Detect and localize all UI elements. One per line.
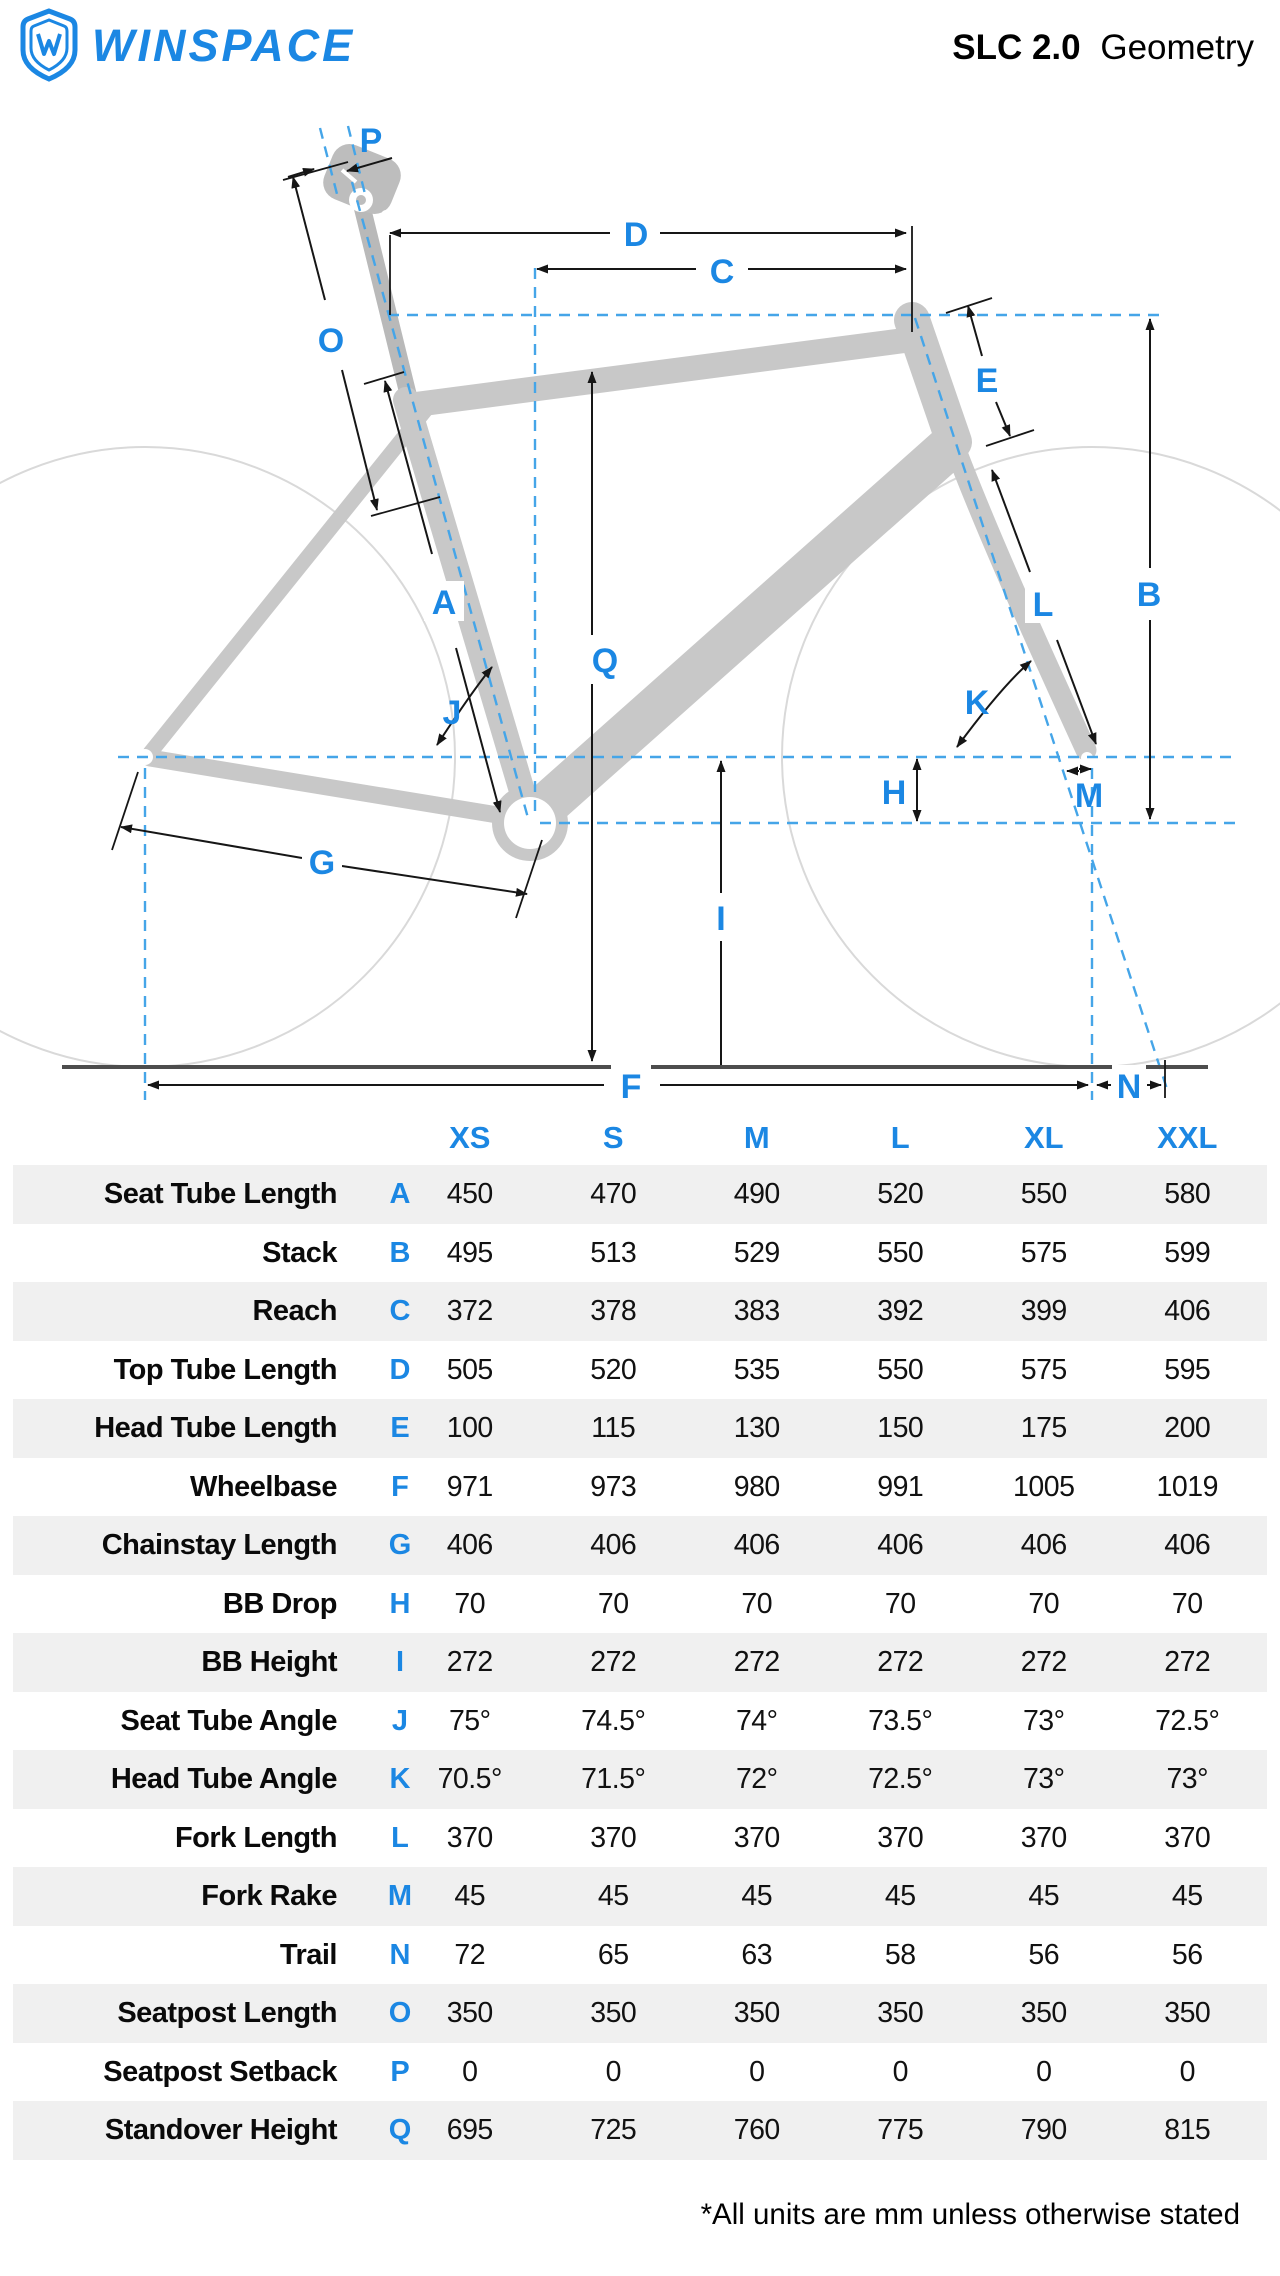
value-D-XL: 575 (1020, 1353, 1067, 1386)
row-label: Seatpost Length (117, 1997, 337, 2029)
value-D-S: 520 (590, 1353, 637, 1386)
value-O-XL: 350 (1020, 1997, 1067, 2029)
value-Q-M: 760 (733, 2114, 780, 2146)
value-C-XXL: 406 (1164, 1295, 1211, 1327)
row-letter: M (387, 1880, 413, 1912)
value-G-XS: 406 (446, 1529, 493, 1561)
value-A-XS: 450 (446, 1178, 493, 1210)
table-row-K (13, 1750, 1267, 1809)
size-col-M: M (743, 1120, 770, 1155)
frame-silhouette (137, 139, 1093, 861)
value-A-S: 470 (590, 1178, 637, 1210)
value-L-L: 370 (877, 1821, 924, 1854)
row-letter: N (389, 1938, 411, 1971)
row-label: Fork Rake (201, 1880, 337, 1912)
value-F-S: 973 (590, 1470, 637, 1503)
value-K-M: 72° (735, 1763, 778, 1795)
value-B-M: 529 (733, 1236, 780, 1269)
value-N-XS: 72 (454, 1938, 486, 1971)
value-L-M: 370 (733, 1821, 780, 1854)
down-tube (534, 450, 946, 816)
value-E-S: 115 (591, 1412, 636, 1444)
value-E-XL: 175 (1020, 1412, 1067, 1444)
value-G-L: 406 (877, 1529, 924, 1561)
value-H-XXL: 70 (1171, 1587, 1203, 1620)
row-letter: J (391, 1704, 409, 1737)
row-letter: L (391, 1821, 409, 1854)
label-O: O (317, 322, 345, 360)
row-label: Fork Length (174, 1821, 337, 1854)
table-row-M (13, 1867, 1267, 1926)
value-P-XXL: 0 (1179, 2055, 1195, 2088)
row-label: Top Tube Length (113, 1353, 337, 1386)
value-O-S: 350 (590, 1997, 637, 2029)
table-row-F (13, 1458, 1267, 1517)
brand-name: WINSPACE (92, 20, 356, 71)
value-D-M: 535 (733, 1353, 780, 1386)
label-N: N (1116, 1068, 1142, 1106)
value-Q-L: 775 (877, 2114, 924, 2146)
value-F-XL: 1005 (1013, 1470, 1075, 1503)
label-Q: Q (591, 642, 619, 680)
value-D-L: 550 (877, 1353, 924, 1386)
table-row-G (13, 1516, 1267, 1575)
value-J-L: 73.5° (868, 1704, 933, 1737)
row-letter: F (391, 1470, 409, 1503)
value-O-XS: 350 (446, 1997, 493, 2029)
size-header-row (13, 1108, 1267, 1165)
value-J-XL: 73° (1022, 1704, 1065, 1737)
value-A-XXL: 580 (1164, 1178, 1211, 1210)
value-E-M: 130 (733, 1412, 780, 1444)
value-C-S: 378 (590, 1295, 637, 1327)
row-label: BB Height (201, 1646, 337, 1678)
value-F-XS: 971 (446, 1470, 493, 1503)
value-M-L: 45 (884, 1880, 916, 1912)
value-I-S: 272 (590, 1646, 637, 1678)
seat-stay (150, 402, 432, 753)
value-L-XL: 370 (1020, 1821, 1067, 1854)
row-letter: H (389, 1587, 411, 1620)
row-letter: O (388, 1997, 412, 2029)
label-B: B (1136, 576, 1162, 614)
value-L-XS: 370 (446, 1821, 493, 1854)
value-G-M: 406 (733, 1529, 780, 1561)
value-N-S: 65 (597, 1938, 629, 1971)
label-M: M (1074, 777, 1104, 815)
row-label: Seatpost Setback (103, 2055, 337, 2088)
value-B-XXL: 599 (1164, 1236, 1211, 1269)
value-B-XS: 495 (446, 1236, 493, 1269)
value-P-XS: 0 (462, 2055, 478, 2088)
label-K: K (964, 684, 990, 722)
label-F: F (620, 1068, 642, 1106)
label-P: P (359, 122, 383, 160)
value-I-XL: 272 (1020, 1646, 1067, 1678)
row-label: Reach (252, 1295, 337, 1327)
size-col-L: L (890, 1120, 910, 1155)
row-label: Trail (279, 1938, 337, 1971)
value-H-L: 70 (884, 1587, 916, 1620)
value-M-XS: 45 (454, 1880, 486, 1912)
size-col-XXL: XXL (1157, 1120, 1218, 1155)
value-C-M: 383 (733, 1295, 780, 1327)
value-N-XL: 56 (1028, 1938, 1060, 1971)
value-H-XL: 70 (1028, 1587, 1060, 1620)
value-P-L: 0 (892, 2055, 908, 2088)
value-H-M: 70 (741, 1587, 773, 1620)
value-J-M: 74° (735, 1704, 778, 1737)
table-row-E (13, 1399, 1267, 1458)
size-col-XL: XL (1023, 1120, 1064, 1155)
value-C-L: 392 (877, 1295, 924, 1327)
value-N-L: 58 (884, 1938, 916, 1971)
row-letter: C (389, 1295, 411, 1327)
value-G-XL: 406 (1020, 1529, 1067, 1561)
label-A: A (431, 584, 457, 622)
row-label: Wheelbase (190, 1470, 337, 1503)
row-label: Stack (262, 1236, 337, 1269)
row-label: Head Tube Angle (110, 1763, 337, 1795)
value-I-M: 272 (733, 1646, 780, 1678)
size-col-S: S (602, 1120, 624, 1155)
table-row-C (13, 1282, 1267, 1341)
geometry-table (0, 1108, 1280, 2160)
value-I-XXL: 272 (1164, 1646, 1211, 1678)
value-B-L: 550 (877, 1236, 924, 1269)
value-P-XL: 0 (1036, 2055, 1052, 2088)
row-letter: P (390, 2055, 410, 2088)
geometry-diagram (0, 0, 1280, 1110)
value-O-L: 350 (877, 1997, 924, 2029)
value-Q-S: 725 (590, 2114, 637, 2146)
table-row-A (13, 1165, 1267, 1224)
row-label: Chainstay Length (101, 1529, 337, 1561)
value-N-XXL: 56 (1171, 1938, 1203, 1971)
table-row-O (13, 1984, 1267, 2043)
row-letter: A (389, 1178, 411, 1210)
value-D-XXL: 595 (1164, 1353, 1211, 1386)
value-M-S: 45 (597, 1880, 629, 1912)
steering-axis-line (915, 318, 1168, 1092)
value-B-S: 513 (590, 1236, 637, 1269)
seat-tube-centerline (352, 182, 528, 818)
value-K-L: 72.5° (868, 1763, 933, 1795)
table-row-Q (13, 2101, 1267, 2160)
value-G-S: 406 (590, 1529, 637, 1561)
table-row-L (13, 1809, 1267, 1868)
value-F-XXL: 1019 (1156, 1470, 1218, 1503)
value-I-L: 272 (877, 1646, 924, 1678)
label-E: E (975, 362, 999, 400)
row-label: BB Drop (222, 1587, 337, 1620)
top-tube (412, 340, 908, 405)
row-letter: G (388, 1529, 412, 1561)
value-J-S: 74.5° (581, 1704, 646, 1737)
model-name: SLC 2.0 (952, 28, 1081, 67)
construction-lines (118, 126, 1238, 1100)
label-D: D (623, 216, 649, 254)
value-D-XS: 505 (446, 1353, 493, 1386)
value-M-M: 45 (741, 1880, 773, 1912)
value-A-M: 490 (733, 1178, 780, 1210)
value-A-XL: 550 (1020, 1178, 1067, 1210)
value-K-S: 71.5° (581, 1763, 646, 1795)
value-O-XXL: 350 (1164, 1997, 1211, 2029)
row-label: Head Tube Length (94, 1412, 337, 1444)
row-letter: D (389, 1353, 411, 1386)
value-P-M: 0 (749, 2055, 765, 2088)
value-C-XS: 372 (446, 1295, 493, 1327)
value-O-M: 350 (733, 1997, 780, 2029)
value-E-XXL: 200 (1164, 1412, 1211, 1444)
chain-stay (150, 758, 528, 820)
value-P-S: 0 (605, 2055, 621, 2088)
table-row-N (13, 1926, 1267, 1985)
row-label: Seat Tube Angle (120, 1704, 337, 1737)
label-H: H (881, 774, 907, 812)
value-Q-XS: 695 (446, 2114, 493, 2146)
value-J-XXL: 72.5° (1155, 1704, 1220, 1737)
label-L: L (1032, 586, 1054, 624)
value-M-XXL: 45 (1171, 1880, 1203, 1912)
value-L-S: 370 (590, 1821, 637, 1854)
value-J-XS: 75° (448, 1704, 491, 1737)
label-J: J (442, 694, 462, 732)
value-C-XL: 399 (1020, 1295, 1067, 1327)
table-row-B (13, 1224, 1267, 1283)
value-Q-XXL: 815 (1164, 2114, 1211, 2146)
label-I: I (716, 900, 726, 938)
label-C: C (709, 253, 735, 291)
row-letter: E (390, 1412, 410, 1444)
value-E-XS: 100 (446, 1412, 493, 1444)
value-L-XXL: 370 (1164, 1821, 1211, 1854)
value-K-XS: 70.5° (437, 1763, 502, 1795)
row-letter: B (389, 1236, 411, 1269)
value-H-XS: 70 (454, 1587, 486, 1620)
label-G: G (308, 844, 336, 882)
table-row-J (13, 1692, 1267, 1751)
value-F-L: 991 (877, 1470, 924, 1503)
row-letter: I (395, 1646, 405, 1678)
value-M-XL: 45 (1028, 1880, 1060, 1912)
size-col-XS: XS (449, 1120, 491, 1155)
table-row-D (13, 1341, 1267, 1400)
value-F-M: 980 (733, 1470, 780, 1503)
head-tube (912, 320, 954, 442)
value-N-M: 63 (741, 1938, 773, 1971)
value-H-S: 70 (597, 1587, 629, 1620)
value-A-L: 520 (877, 1178, 924, 1210)
dimension-lines (112, 158, 1165, 1098)
row-letter: K (389, 1763, 411, 1795)
row-label: Seat Tube Length (103, 1178, 337, 1210)
value-Q-XL: 790 (1020, 2114, 1067, 2146)
value-G-XXL: 406 (1164, 1529, 1211, 1561)
value-K-XL: 73° (1022, 1763, 1065, 1795)
value-B-XL: 575 (1020, 1236, 1067, 1269)
value-K-XXL: 73° (1166, 1763, 1209, 1795)
table-row-P (13, 2043, 1267, 2102)
row-label: Standover Height (104, 2114, 337, 2146)
table-row-H (13, 1575, 1267, 1634)
value-I-XS: 272 (446, 1646, 493, 1678)
table-row-I (13, 1633, 1267, 1692)
units-footnote: *All units are mm unless otherwise stated (700, 2198, 1240, 2231)
title-suffix: Geometry (1100, 28, 1254, 67)
value-E-L: 150 (877, 1412, 924, 1444)
row-letter: Q (388, 2114, 412, 2146)
